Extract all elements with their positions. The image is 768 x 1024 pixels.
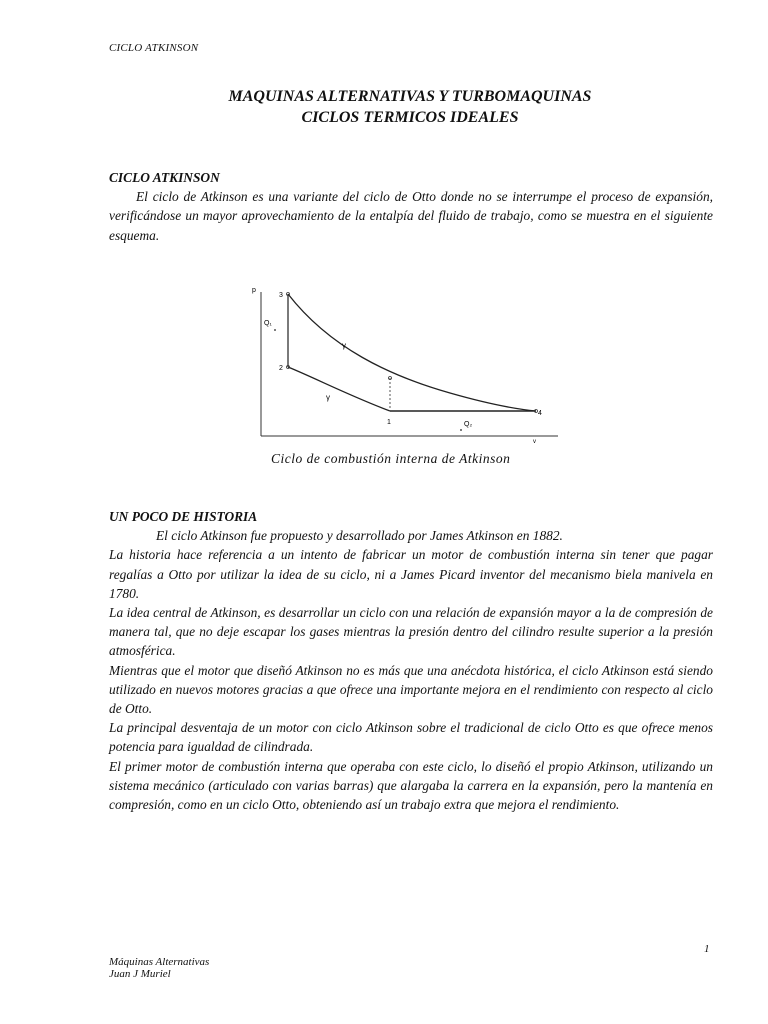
point-label-4: 4 [538, 410, 542, 417]
gamma-label-compression: γ [326, 393, 330, 402]
history-paragraph-1: El ciclo Atkinson fue propuesto y desarrollado por James Atkinson en 1882. [156, 528, 563, 544]
document-subtitle: CICLOS TERMICOS IDEALES [301, 109, 519, 126]
history-paragraph-5: La principal desventaja de un motor con ciclo Atkinson sobre el tradicional de ciclo Otto es que ofrece menos potencia para igualdad de cilindrada. [109, 720, 713, 755]
history-paragraph-2: La historia hace referencia a un intento de fabricar un motor de combustión interna sin tener que pagar regalías a Otto por utilizar la idea de su ciclo, ni a James Picard inventor del mecanismo biela manivela en 1780. [109, 547, 713, 601]
compression-curve-1-2 [288, 367, 390, 411]
history-paragraph-3: La idea central de Atkinson, es desarrollar un ciclo con una relación de expansión mayor a la de compresión de manera tal, que no deje escapar los gases mientras la presión dentro del cilindro resulte superior a la presión atmosférica. [109, 605, 713, 659]
document-title: MAQUINAS ALTERNATIVAS Y TURBOMAQUINAS [228, 88, 592, 105]
page-number: 1 [704, 943, 710, 955]
running-header: CICLO ATKINSON [109, 42, 199, 54]
point-label-2: 2 [279, 365, 283, 372]
heat-in-arrow [274, 329, 276, 331]
section-heading-ciclo-atkinson: CICLO ATKINSON [109, 170, 220, 185]
axis-label-v: v [533, 439, 536, 445]
section-heading-historia: UN POCO DE HISTORIA [109, 509, 258, 524]
intro-paragraph: El ciclo de Atkinson es una variante del ciclo de Otto donde no se interrumpe el proceso de expansión, verificándose un mayor aprovechamiento de la entalpía del fluido de trabajo, como se muestra en el siguiente esquema. [109, 189, 713, 243]
footer-author: Juan J Muriel [109, 968, 171, 980]
footer-course: Máquinas Alternativas [109, 956, 210, 968]
history-paragraph-6: El primer motor de combustión interna que operaba con este ciclo, lo diseñó el propio Atkinson, utilizando un sistema mecánico (articulado con varias barras) que alargaba la carrera en la expansión, pero la mantenía en compresión, como en un ciclo Otto, obteniendo así un trabajo extra que mejora el rendimiento. [109, 758, 713, 813]
atkinson-pv-diagram [240, 278, 570, 448]
heat-out-label: Q₂ [464, 421, 473, 428]
figure-caption: Ciclo de combustión interna de Atkinson [271, 451, 511, 466]
section-historia [109, 507, 713, 814]
heat-out-arrow [460, 429, 462, 431]
history-paragraph-4: Mientras que el motor que diseñó Atkinson no es más que una anécdota histórica, el ciclo Atkinson está siendo utilizado en nuevos motores gracias a que ofrece una importante mejora en el rendimiento con respecto al ciclo de Otto. [109, 662, 713, 717]
axis-label-p: p [252, 287, 256, 294]
gamma-label-expansion: γ [342, 341, 346, 350]
heat-in-label: Q₁ [264, 320, 272, 327]
section-ciclo-atkinson [109, 168, 713, 245]
point-label-3: 3 [279, 292, 283, 299]
point-label-1: 1 [387, 419, 391, 426]
